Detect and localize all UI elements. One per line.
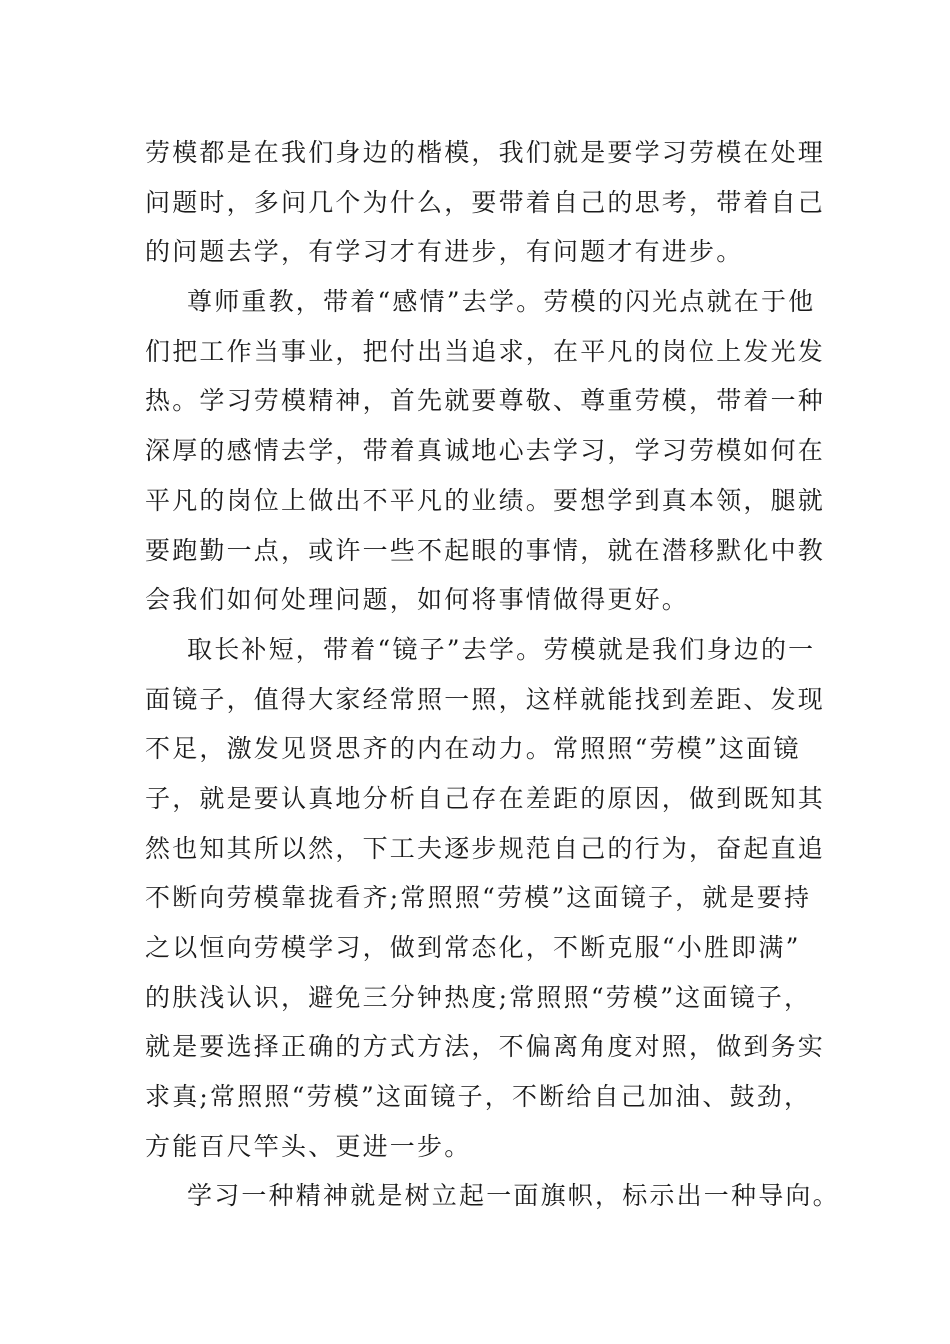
text-line: 学习一种精神就是树立起一面旗帜，标示出一种导向。 xyxy=(187,1181,840,1211)
text-line: 要跑勤一点，或许一些不起眼的事情，就在潜移默化中教 xyxy=(145,535,826,565)
text-line: 之以恒向劳模学习，做到常态化，不断克服“小胜即满” xyxy=(145,933,801,962)
text-line: 的问题去学，有学习才有进步，有问题才有进步。 xyxy=(145,237,744,267)
paragraph-4 xyxy=(145,1171,840,1221)
text-line: 平凡的岗位上做出不平凡的业绩。要想学到真本领，腿就 xyxy=(145,485,826,515)
text-line: 尊师重教，带着“感情”去学。劳模的闪光点就在于他 xyxy=(187,287,816,317)
text-line: 子，就是要认真地分析自己存在差距的原因，做到既知其 xyxy=(145,783,826,813)
text-line: 会我们如何处理问题，如何将事情做得更好。 xyxy=(145,585,690,615)
text-line: 深厚的感情去学，带着真诚地心去学习，学习劳模如何在 xyxy=(145,436,826,466)
paragraph-1 xyxy=(145,128,826,277)
document-body xyxy=(145,128,840,1221)
text-line: 热。学习劳模精神，首先就要尊敬、尊重劳模，带着一种 xyxy=(145,386,826,416)
text-line: 的肤浅认识，避免三分钟热度;常照照“劳模”这面镜子， xyxy=(145,982,812,1012)
text-line: 取长补短，带着“镜子”去学。劳模就是我们身边的一 xyxy=(187,634,816,664)
paragraph-3 xyxy=(145,625,826,1172)
paragraph-2 xyxy=(145,277,826,625)
text-line: 就是要选择正确的方式方法，不偏离角度对照，做到务实 xyxy=(145,1032,826,1062)
text-line: 不足，激发见贤思齐的内在动力。常照照“劳模”这面镜 xyxy=(145,734,801,764)
text-line: 问题时，多问几个为什么，要带着自己的思考，带着自己 xyxy=(145,187,826,217)
text-line: 们把工作当事业，把付出当追求，在平凡的岗位上发光发 xyxy=(145,336,826,366)
text-line: 然也知其所以然，下工夫逐步规范自己的行为，奋起直追 xyxy=(145,833,826,863)
text-line: 劳模都是在我们身边的楷模，我们就是要学习劳模在处理 xyxy=(145,138,826,167)
text-line: 不断向劳模靠拢看齐;常照照“劳模”这面镜子，就是要持 xyxy=(145,883,812,913)
text-line: 面镜子，值得大家经常照一照，这样就能找到差距、发现 xyxy=(145,684,826,714)
text-line: 方能百尺竿头、更进一步。 xyxy=(145,1131,472,1161)
text-line: 求真;常照照“劳模”这面镜子，不断给自己加油、鼓劲， xyxy=(145,1082,812,1112)
